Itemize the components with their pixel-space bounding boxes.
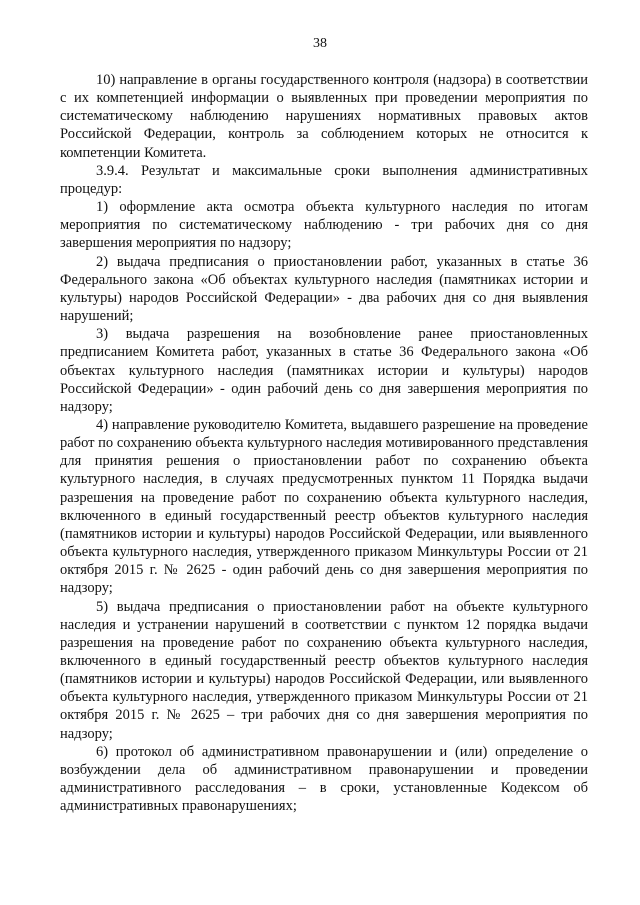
paragraph-item-10: 10) направление в органы государственного контроля (надзора) в соответствии с их компетенцией информации о выявленных при проведении мероприятия по систематическому наблюдению нарушениях нормативных правовых актов Российской Федерации, контроль за соблюдением которых не относится к компетенции Комитета. [60,72,588,161]
paragraph-section-3-9-4: 3.9.4. Результат и максимальные сроки выполнения административных процедур: [60,162,588,197]
document-body [60,71,588,815]
paragraph-item-6: 6) протокол об административном правонарушении и (или) определение о возбуждении дела об административном правонарушении и проведении административного расследования – в сроки, установленные Кодексом об административных правонарушениях; [60,743,588,815]
paragraph-item-5: 5) выдача предписания о приостановлении работ на объекте культурного наследия и устранении нарушений в соответствии с пунктом 12 порядка выдачи разрешения на проведение работ по сохранению объекта культурного наследия, включенного в единый государственный реестр объектов культурного наследия (памятников истории и культуры) народов Российской Федерации, или выявленного объекта культурного наследия, утвержденного приказом Минкультуры России от 21 октября 2015 г. № 2625 – три рабочих дня со дня завершения мероприятия по надзору; [60,598,588,742]
page-number: 38 [313,36,327,51]
paragraph-item-3: 3) выдача разрешения на возобновление ранее приостановленных предписанием Комитета работ, указанных в статье 36 Федерального закона «Об объектах культурного наследия (памятниках истории и культуры) народов Российской Федерации» - один рабочий день со дня завершения мероприятия по надзору; [60,326,588,415]
paragraph-item-1: 1) оформление акта осмотра объекта культурного наследия по итогам мероприятия по систематическому наблюдению - три рабочих дня со дня завершения мероприятия по надзору; [60,199,588,252]
paragraph-item-2: 2) выдача предписания о приостановлении работ, указанных в статье 36 Федерального закона «Об объектах культурного наследия (памятниках истории и культуры) народов Российской Федерации» - два рабочих дня со дня выявления нарушений; [60,253,588,325]
paragraph-item-4: 4) направление руководителю Комитета, выдавшего разрешение на проведение работ по сохранению объекта культурного наследия мотивированного представления для принятия решения о приостановлении работ по сохранению объекта культурного наследия, в случаях предусмотренных пунктом 11 Порядка выдачи разрешения на проведение работ по сохранению объекта культурного наследия, включенного в единый государственный реестр объектов культурного наследия (памятников истории и культуры) народов Российской Федерации, или выявленного объекта культурного наследия, утвержденного приказом Минкультуры России от 21 октября 2015 г. № 2625 - один рабочий день со дня завершения мероприятия по надзору; [60,416,588,597]
